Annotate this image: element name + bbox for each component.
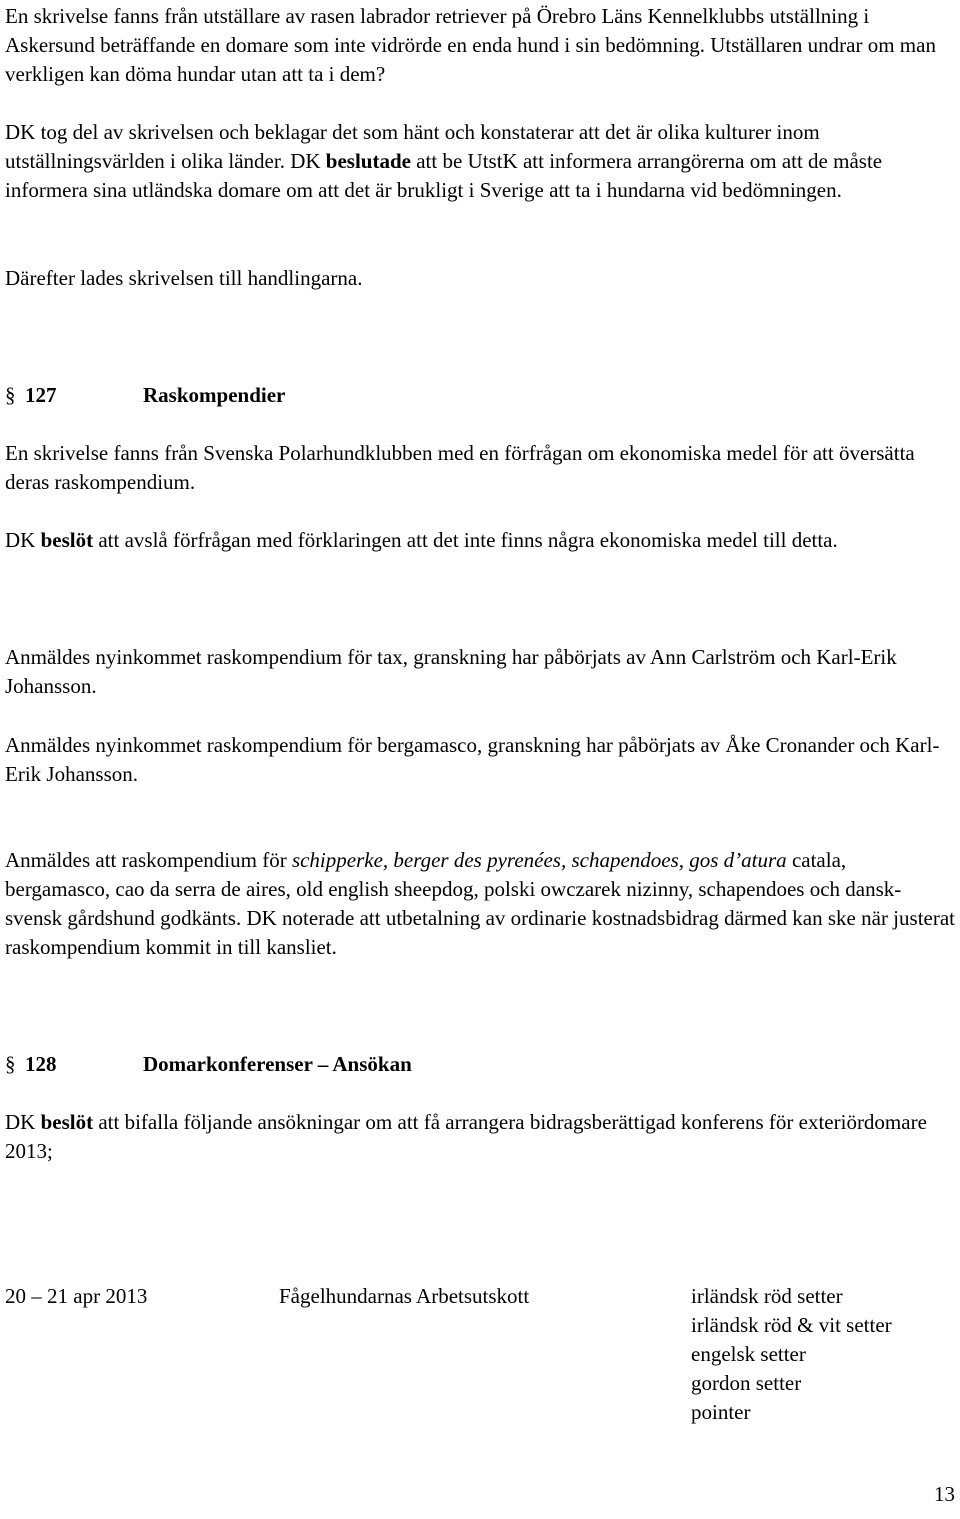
paragraph-dk-decision [5,118,955,205]
paragraph-tax-compendium: Anmäldes nyinkommet raskompendium för tax, granskning har påbörjats av Ann Carlström och Karl-Erik Johansson. [5,645,897,698]
italic-breed-list: schipperke, berger des pyrenées, schapendoes, gos d’atura [291,848,787,872]
section-title: Domarkonferenser – Ansökan [143,1052,412,1076]
breed-item: irländsk röd setter [691,1284,843,1308]
text-segment: DK [5,528,41,552]
text-segment: catala, bergamasco, cao da serra de aires, old english sheepdog, polski owczarek nizinny, schapendoes och dansk-svensk gårdshund godkänts. DK noterade att utbetalning av ordinarie kostnadsbidrag därmed kan ske när justerat raskompendium kommit in till kansliet. [5,848,955,959]
bold-decision-word: beslutade [325,149,411,173]
text-segment: Anmäldes att raskompendium för [5,848,292,872]
text-segment: att be UtstK att informera arrangörerna om att de måste informera sina utländska domare om att det är brukligt i Sverige att ta i hundarna vid bedömningen. [5,149,883,202]
bold-decision-word: beslöt [40,1110,94,1134]
page-number: 13 [934,1482,955,1506]
section-127-heading [5,381,285,410]
text-segment: att bifalla följande ansökningar om att få arrangera bidragsberättigad konferens för exteriördomare 2013; [5,1110,927,1163]
breed-item: irländsk röd & vit setter [691,1313,892,1337]
section-128-heading [5,1050,412,1079]
paragraph-conference-approval [5,1108,955,1166]
section-title: Raskompendier [143,383,286,407]
breed-item: gordon setter [691,1371,802,1395]
paragraph-filed: Därefter lades skrivelsen till handlingarna. [5,266,363,290]
paragraph-complaint: En skrivelse fanns från utställare av rasen labrador retriever på Örebro Läns Kennelklubbs utställning i Askersund beträffande en domare som inte vidrörde en enda hund i sin bedömning. Utställaren undrar om man verkligen kan döma hundar utan att ta i dem? [5,4,936,86]
conference-breed-list [691,1282,892,1427]
conference-date: 20 – 21 apr 2013 [5,1284,148,1308]
paragraph-approved-compendiums [5,846,955,962]
conference-organizer: Fågelhundarnas Arbetsutskott [279,1284,530,1308]
paragraph-dk-reject [5,526,955,555]
text-segment: DK tog del av skrivelsen och beklagar det som hänt och konstaterar att det är olika kulturer inom utställningsvärlden i olika länder. DK [5,120,820,173]
paragraph-bergamasco-compendium: Anmäldes nyinkommet raskompendium för bergamasco, granskning har påbörjats av Åke Cronander och Karl-Erik Johansson. [5,733,940,786]
section-number: 128 [25,1052,57,1076]
section-number: 127 [25,383,57,407]
section-symbol: § [5,383,16,407]
text-segment: att avslå förfrågan med förklaringen att det inte finns några ekonomiska medel till detta. [93,528,838,552]
breed-item: engelsk setter [691,1342,806,1366]
bold-decision-word: beslöt [40,528,94,552]
text-segment: DK [5,1110,41,1134]
breed-item: pointer [691,1400,751,1424]
paragraph-polarhund-request: En skrivelse fanns från Svenska Polarhundklubben med en förfrågan om ekonomiska medel för att översätta deras raskompendium. [5,441,915,494]
section-symbol: § [5,1052,16,1076]
